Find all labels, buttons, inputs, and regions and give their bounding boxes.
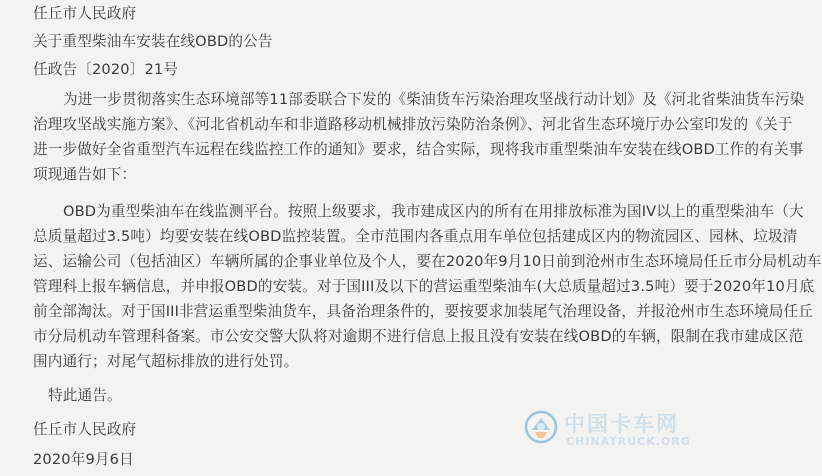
paragraph-2-line: 管理科上报车辆信息，并申报OBD的安装。对于国III及以下的营运重型柴油车(大总质量超过3.5吨）要于2020年10月底: [33, 278, 815, 295]
paragraph-2-line: 前全部淘汰。对于国III非营运重型柴油货车，具备治理条件的，要按要求加装尾气治理设备，并报沧州市生态环境局任丘: [33, 303, 814, 320]
document-date: 2020年9月6日: [33, 451, 134, 468]
paragraph-2-line: 市分局机动车管理科备案。市公安交警大队将对逾期不进行信息上报且没有安装在线OBD的车辆，限制在我市建成区范: [33, 328, 804, 345]
watermark-name-cn: 中国卡车网: [564, 411, 679, 436]
watermark: [520, 406, 690, 454]
paragraph-1-line: 治理攻坚战实施方案》、《河北省机动车和非道路移动机械排放污染防治条例》、河北省生态环境厅办公室印发的《关于: [33, 116, 793, 133]
signature: 任丘市人民政府: [33, 421, 137, 438]
chinatruck-logo-icon: [524, 410, 558, 444]
watermark-name-en: CHINATRUCK.ORG: [566, 435, 691, 448]
document-title: 关于重型柴油车安装在线OBD的公告: [33, 33, 273, 50]
document-number: 任政告〔2020〕21号: [33, 61, 179, 78]
paragraph-2-line: OBD为重型柴油车在线监测平台。按照上级要求，我市建成区内的所有在用排放标准为国IV以上的重型柴油车（大: [63, 203, 804, 220]
paragraph-1-line: 进一步做好全省重型汽车远程在线监控工作的通知》要求，结合实际，现将我市重型柴油车安装在线OBD工作的有关事: [33, 141, 804, 158]
paragraph-1-line: 项现通告如下：: [33, 166, 137, 183]
paragraph-2-line: 总质量超过3.5吨）均要安装在线OBD监控装置。全市范围内各重点用车单位包括建成区内的物流园区、园林、垃圾清: [33, 228, 798, 245]
paragraph-2-line: 围内通行；对尾气超标排放的进行处罚。: [33, 353, 299, 370]
closing-text: 特此通告。: [48, 387, 122, 404]
paragraph-2-line: 运、运输公司（包括油区）车辆所属的企事业单位及个人，要在2020年9月10日前到沧州市生态环境局任丘市分局机动车: [33, 253, 822, 270]
paragraph-1-line: 为进一步贯彻落实生态环境部等11部委联合下发的《柴油货车污染治理攻坚战行动计划》及《河北省柴油货车污染: [63, 91, 805, 108]
issuer: 任丘市人民政府: [33, 5, 137, 22]
